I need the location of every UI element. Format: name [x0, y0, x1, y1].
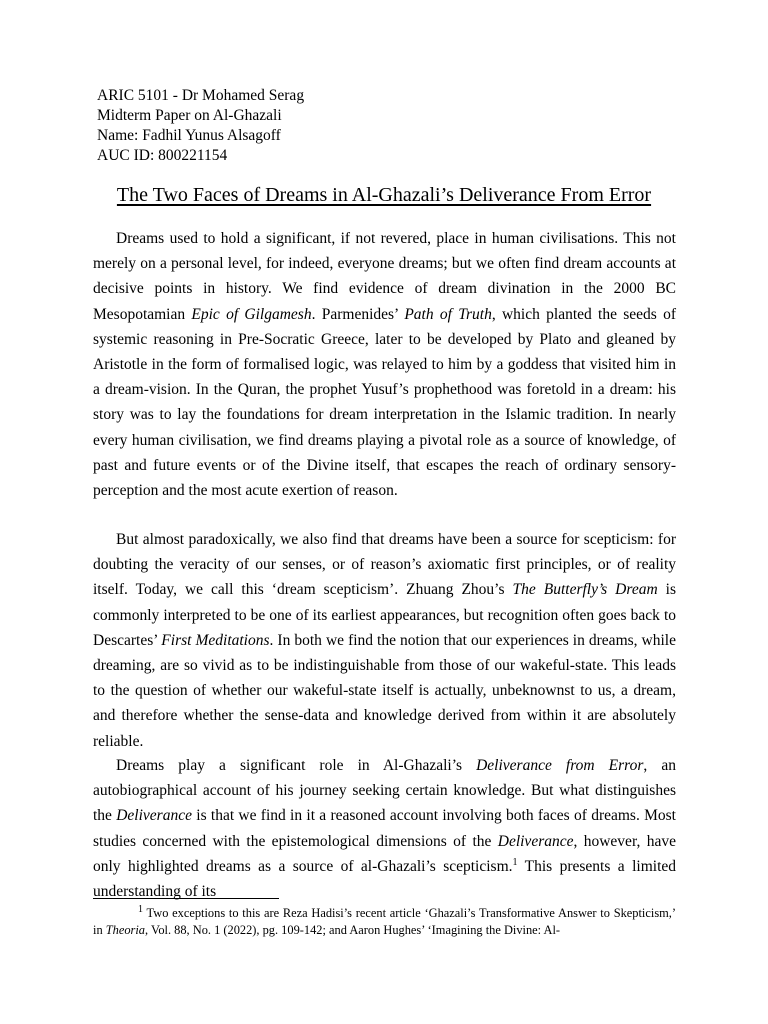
course-line: ARIC 5101 - Dr Mohamed Serag: [97, 87, 305, 104]
paragraph-text: is commonly interpreted to be one of its earliest appearances, but recognition often goes back to Descartes’: [93, 581, 677, 649]
paragraph-text: This presents a limited understanding of its: [93, 857, 676, 901]
paper-title: The Two Faces of Dreams in Al-Ghazali’s Deliverance From Error: [116, 184, 652, 206]
footnote-text: Two exceptions to this are Reza Hadisi’s recent article ‘Ghazali’s Transformative Answer to Skepticism,’ in: [93, 906, 676, 937]
italic-journal-title: Theoria: [105, 923, 145, 937]
body-paragraph-3: [93, 753, 676, 904]
paragraph-text: , however, have only highlighted dreams as a source of al-Ghazali’s scepticism.: [93, 832, 676, 875]
footnote-1: [93, 905, 676, 939]
italic-work-title: Deliverance: [116, 807, 192, 825]
paper-header: [97, 86, 304, 166]
paragraph-text: . Parmenides’: [311, 305, 405, 323]
italic-work-title: The Butterfly’s Dream: [512, 581, 658, 599]
paragraph-text: But almost paradoxically, we also find that dreams have been a source for scepticism: for doubting the veracity of our senses, or of reason’s axiomatic first principles, or of reality itself. Today, we call this ‘dream scepticism’. Zhuang Zhou’s: [93, 531, 676, 599]
footnote-separator: [93, 898, 279, 899]
footnote-marker: 1: [138, 903, 143, 915]
italic-work-title: First Meditations: [161, 631, 270, 649]
italic-work-title: Epic of Gilgamesh: [191, 305, 312, 323]
student-id-line: AUC ID: 800221154: [97, 147, 228, 164]
italic-work-title: Deliverance from Error: [476, 757, 644, 774]
footnote-reference[interactable]: 1: [512, 856, 518, 868]
author-name-line: Name: Fadhil Yunus Alsagoff: [97, 127, 281, 144]
italic-work-title: Path of Truth: [404, 305, 492, 323]
paragraph-text: . In both we find the notion that our experiences in dreams, while dreaming, are so vivid as to be indistinguishable from those of our wakeful-state. This leads to the question of whether our wakeful-state itself is actually, unbeknownst to us, a dream, and therefore whether the sense-data and knowledge derived from within it are absolutely reliable.: [93, 631, 676, 750]
paragraph-text: , which planted the seeds of systemic reasoning in Pre-Socratic Greece, later to be developed by Plato and gleaned by Aristotle in the form of formalised logic, was relayed to him by a goddess that visited him in a dream-vision. In the Quran, the prophet Yusuf’s prophethood was foretold in a dream: his story was to lay the foundations for dream interpretation in the Islamic tradition. In nearly every human civilisation, we find dreams playing a pivotal role as a source of knowledge, of past and future events or of the Divine itself, that escapes the reach of ordinary sensory-perception and the most acute exertion of reason.: [93, 305, 676, 500]
footnote-text: , Vol. 88, No. 1 (2022), pg. 109-142; and Aaron Hughes’ ‘Imagining the Divine: Al-: [145, 923, 561, 937]
body-paragraph-1: [93, 226, 676, 503]
paragraph-text: Dreams used to hold a significant, if not revered, place in human civilisations. This not merely on a personal level, for indeed, everyone dreams; but we often find dream accounts at decisive points in history. We find evidence of dream divination in the 2000 BC Mesopotamian: [93, 230, 676, 323]
paragraph-text: , an autobiographical account of his journey seeking certain knowledge. But what distinguishes the: [93, 757, 676, 825]
paragraph-text: Dreams play a significant role in Al-Ghazali’s: [116, 757, 477, 774]
paper-line: Midterm Paper on Al-Ghazali: [97, 107, 282, 124]
italic-work-title: Deliverance: [497, 832, 574, 850]
body-paragraph-2: [93, 527, 676, 754]
paragraph-text: is that we find in it a reasoned account involving both faces of dreams. Most studies concerned with the epistemological dimensions of the: [93, 807, 676, 850]
